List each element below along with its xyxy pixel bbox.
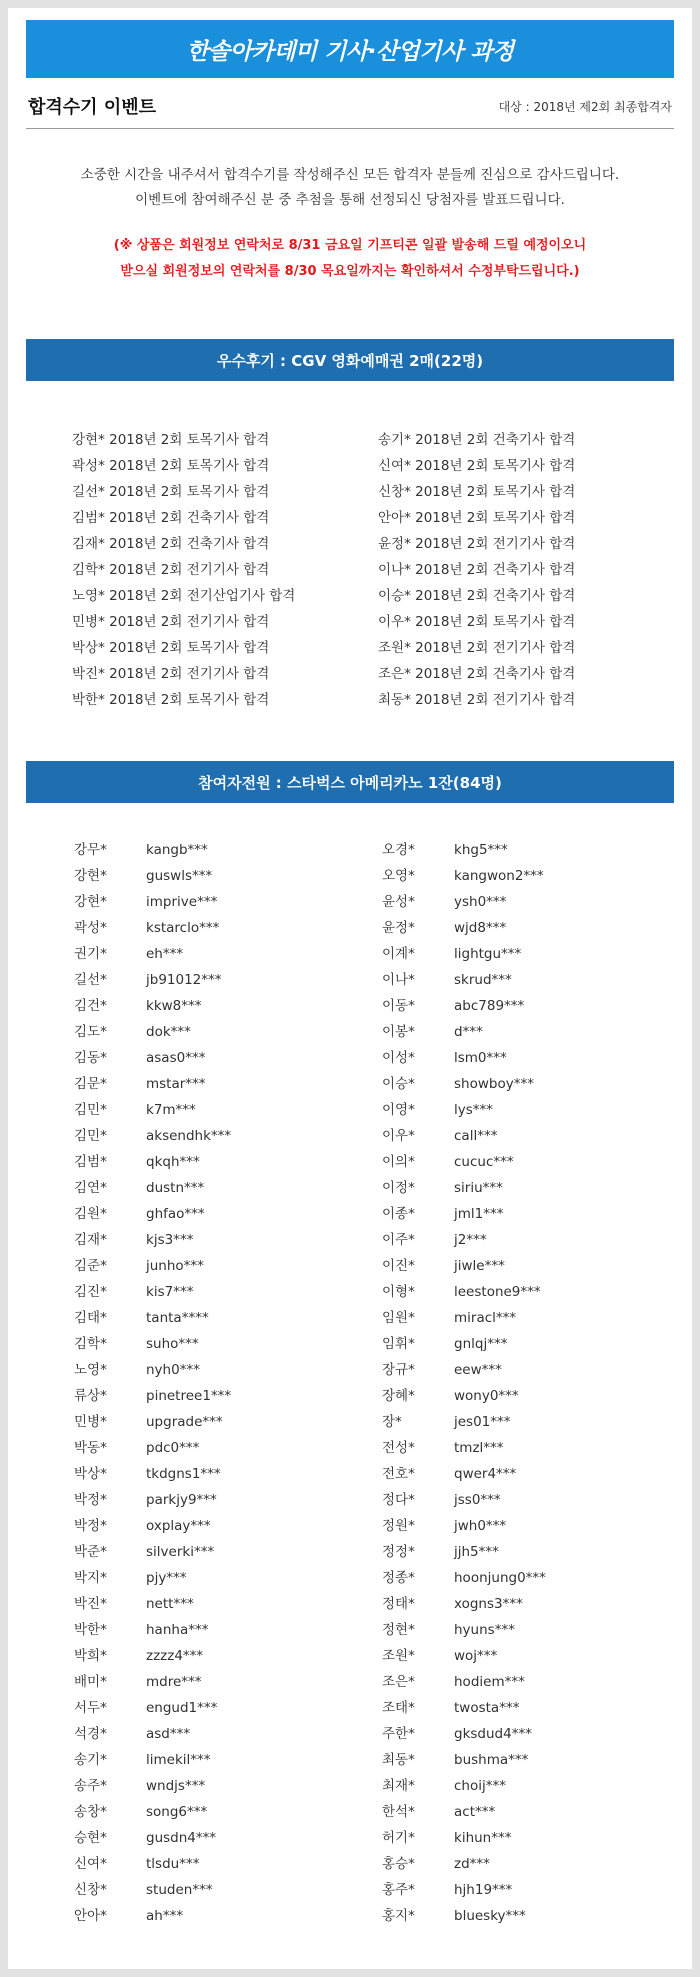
participant-name: 승현* [74, 1830, 107, 1846]
event-title: 합격수기 이벤트 [28, 97, 156, 118]
participant-id: j2*** [454, 1232, 487, 1248]
participant-id: wndjs*** [146, 1778, 206, 1794]
participant-item [382, 1383, 546, 1409]
participant-id: jjh5*** [454, 1544, 499, 1560]
participant-name: 김학* [74, 1336, 107, 1352]
participant-name: 이정* [382, 1180, 415, 1196]
participant-name: 최동* [382, 1752, 415, 1768]
participant-id: twosta*** [454, 1700, 520, 1716]
participant-item [382, 1097, 546, 1123]
participant-item [74, 1279, 231, 1305]
participant-id: pdc0*** [146, 1440, 200, 1456]
participant-name: 김준* [74, 1258, 107, 1274]
participant-id: jml1*** [454, 1206, 504, 1222]
participant-name: 이주* [382, 1232, 415, 1248]
participant-name: 정정* [382, 1544, 415, 1560]
participant-name: 강현* [74, 894, 107, 910]
participant-name: 서두* [74, 1700, 107, 1716]
participant-name: 배미* [74, 1674, 107, 1690]
participant-item [382, 1279, 546, 1305]
participant-item [382, 1305, 546, 1331]
participant-item [74, 1175, 231, 1201]
participant-item [382, 941, 546, 967]
participant-item [382, 1253, 546, 1279]
participant-name: 조원* [382, 1648, 415, 1664]
review-winner-item: 조은* 2018년 2회 건축기사 합격 [378, 666, 576, 682]
participant-item [74, 1851, 231, 1877]
participant-item [382, 1695, 546, 1721]
participant-name: 윤정* [382, 920, 415, 936]
participant-item [382, 1435, 546, 1461]
participant-item [74, 1877, 231, 1903]
participant-name: 박지* [74, 1570, 107, 1586]
participant-item [382, 1409, 546, 1435]
participant-id: wjd8*** [454, 920, 507, 936]
participant-id: kis7*** [146, 1284, 194, 1300]
review-winner-item: 최동* 2018년 2회 전기기사 합격 [378, 692, 576, 708]
participant-item [74, 1201, 231, 1227]
participant-id: lsm0*** [454, 1050, 507, 1066]
participant-id: leestone9*** [454, 1284, 541, 1300]
participant-id: ysh0*** [454, 894, 507, 910]
participant-item [74, 1669, 231, 1695]
participant-name: 안아* [74, 1908, 107, 1924]
review-winner-item: 윤정* 2018년 2회 전기기사 합격 [378, 536, 576, 552]
participant-item [382, 1461, 546, 1487]
participant-item [382, 1071, 546, 1097]
participant-id: choij*** [454, 1778, 506, 1794]
participant-id: hyuns*** [454, 1622, 515, 1638]
review-winner-item: 신창* 2018년 2회 토목기사 합격 [378, 484, 576, 500]
participant-id: hodiem*** [454, 1674, 525, 1690]
participant-id: bushma*** [454, 1752, 529, 1768]
participant-item [382, 1877, 546, 1903]
participant-id: kjs3*** [146, 1232, 194, 1248]
participant-id: cucuc*** [454, 1154, 514, 1170]
participant-name: 전성* [382, 1440, 415, 1456]
participant-name: 박준* [74, 1544, 107, 1560]
participant-id: kkw8*** [146, 998, 202, 1014]
participant-item [74, 1773, 231, 1799]
participant-name: 장규* [382, 1362, 415, 1378]
participant-id: jes01*** [454, 1414, 511, 1430]
participant-id: upgrade*** [146, 1414, 223, 1430]
participant-item [382, 1903, 546, 1929]
participant-item [74, 1071, 231, 1097]
participant-item [382, 1123, 546, 1149]
participant-id: parkjy9*** [146, 1492, 217, 1508]
participant-id: aksendhk*** [146, 1128, 232, 1144]
participant-id: jwh0*** [454, 1518, 507, 1534]
participant-name: 조태* [382, 1700, 415, 1716]
participant-name: 이형* [382, 1284, 415, 1300]
participant-item [74, 1383, 231, 1409]
participant-item [382, 1799, 546, 1825]
participant-id: pjy*** [146, 1570, 187, 1586]
participant-name: 박진* [74, 1596, 107, 1612]
intro-text [26, 163, 674, 213]
participant-name: 정태* [382, 1596, 415, 1612]
participant-id: kihun*** [454, 1830, 512, 1846]
review-winner-item: 김재* 2018년 2회 건축기사 합격 [72, 536, 270, 552]
participant-name: 홍주* [382, 1882, 415, 1898]
participant-item [74, 1435, 231, 1461]
participant-id: jss0*** [454, 1492, 501, 1508]
participant-item [74, 1721, 231, 1747]
participant-item [382, 1331, 546, 1357]
participant-name: 김민* [74, 1128, 107, 1144]
participant-id: guswls*** [146, 868, 213, 884]
participant-name: 박상* [74, 1466, 107, 1482]
participant-item [74, 1019, 231, 1045]
participant-name: 이나* [382, 972, 415, 988]
participant-item [382, 1149, 546, 1175]
participant-name: 박한* [74, 1622, 107, 1638]
participant-id: studen*** [146, 1882, 213, 1898]
participant-name: 한석* [382, 1804, 415, 1820]
participant-item [382, 1357, 546, 1383]
participant-item [382, 993, 546, 1019]
participant-item [382, 1591, 546, 1617]
participant-id: hoonjung0*** [454, 1570, 546, 1586]
participant-name: 정원* [382, 1518, 415, 1534]
participant-id: xogns3*** [454, 1596, 523, 1612]
participant-id: tkdgns1*** [146, 1466, 221, 1482]
participant-id: tmzl*** [454, 1440, 504, 1456]
participants-list-left [74, 837, 231, 1929]
participant-name: 홍승* [382, 1856, 415, 1872]
participant-id: bluesky*** [454, 1908, 526, 1924]
participant-item [74, 1747, 231, 1773]
participant-item [74, 1357, 231, 1383]
participant-name: 권기* [74, 946, 107, 962]
participant-id: kangwon2*** [454, 868, 544, 884]
participant-name: 김문* [74, 1076, 107, 1092]
review-winner-item: 강현* 2018년 2회 토목기사 합격 [72, 432, 270, 448]
participant-id: oxplay*** [146, 1518, 211, 1534]
participant-item [382, 1487, 546, 1513]
participant-id: woj*** [454, 1648, 498, 1664]
participant-id: siriu*** [454, 1180, 503, 1196]
participant-item [74, 1565, 231, 1591]
participant-item [74, 1097, 231, 1123]
participant-name: 김진* [74, 1284, 107, 1300]
review-winner-item: 이우* 2018년 2회 토목기사 합격 [378, 614, 576, 630]
course-banner: 한솔아카데미 기사·산업기사 과정 [26, 20, 674, 78]
review-winner-item: 이승* 2018년 2회 건축기사 합격 [378, 588, 576, 604]
participant-id: dok*** [146, 1024, 191, 1040]
reviews-winner-list-right [378, 427, 575, 713]
participant-id: gusdn4*** [146, 1830, 217, 1846]
participant-name: 장혜* [382, 1388, 415, 1404]
participant-name: 류상* [74, 1388, 107, 1404]
participant-item [74, 1513, 231, 1539]
participant-item [74, 1695, 231, 1721]
participant-name: 홍지* [382, 1908, 415, 1924]
reviews-winner-list-left [72, 427, 295, 713]
review-winner-item: 곽성* 2018년 2회 토목기사 합격 [72, 458, 270, 474]
participant-id: eh*** [146, 946, 184, 962]
participant-name: 이의* [382, 1154, 415, 1170]
participant-id: jb91012*** [146, 972, 222, 988]
participant-id: lightgu*** [454, 946, 522, 962]
participant-id: pinetree1*** [146, 1388, 232, 1404]
review-winner-item: 안아* 2018년 2회 토목기사 합격 [378, 510, 576, 526]
participant-name: 김원* [74, 1206, 107, 1222]
participant-name: 이진* [382, 1258, 415, 1274]
participant-name: 이승* [382, 1076, 415, 1092]
participant-name: 오경* [382, 842, 415, 858]
participant-id: gksdud4*** [454, 1726, 532, 1742]
participant-item [74, 1591, 231, 1617]
participant-name: 김범* [74, 1154, 107, 1170]
participant-name: 김동* [74, 1050, 107, 1066]
participant-name: 최재* [382, 1778, 415, 1794]
participant-id: suho*** [146, 1336, 199, 1352]
review-winner-item: 김학* 2018년 2회 전기기사 합격 [72, 562, 270, 578]
participant-name: 강무* [74, 842, 107, 858]
participant-id: act*** [454, 1804, 496, 1820]
participant-id: hanha*** [146, 1622, 209, 1638]
participant-name: 김연* [74, 1180, 107, 1196]
intro-line-2: 이벤트에 참여해주신 분 중 추첨을 통해 선정되신 당첨자를 발표드립니다. [135, 192, 565, 208]
participant-name: 장* [382, 1414, 402, 1430]
participant-name: 길선* [74, 972, 107, 988]
participant-id: dustn*** [146, 1180, 205, 1196]
participant-item [382, 1773, 546, 1799]
participant-item [382, 1825, 546, 1851]
participant-name: 이성* [382, 1050, 415, 1066]
participants-section-header: 참여자전원 : 스타벅스 아메리카노 1잔(84명) [26, 761, 674, 803]
participant-name: 박정* [74, 1518, 107, 1534]
participant-item [382, 1565, 546, 1591]
participant-name: 김민* [74, 1102, 107, 1118]
review-winner-item: 박진* 2018년 2회 전기기사 합격 [72, 666, 270, 682]
participant-id: miracl*** [454, 1310, 517, 1326]
participant-name: 박정* [74, 1492, 107, 1508]
participant-item [74, 1825, 231, 1851]
participant-name: 송주* [74, 1778, 107, 1794]
participant-id: junho*** [146, 1258, 204, 1274]
participant-name: 이종* [382, 1206, 415, 1222]
participant-name: 전호* [382, 1466, 415, 1482]
participant-id: abc789*** [454, 998, 525, 1014]
participant-item [382, 915, 546, 941]
participant-item [382, 1201, 546, 1227]
participant-item [74, 941, 231, 967]
participant-item [382, 1851, 546, 1877]
participant-id: nett*** [146, 1596, 194, 1612]
participant-item [74, 1227, 231, 1253]
delivery-notice [26, 233, 674, 285]
participant-item [74, 863, 231, 889]
participant-name: 정종* [382, 1570, 415, 1586]
participant-name: 이동* [382, 998, 415, 1014]
participant-id: tanta**** [146, 1310, 209, 1326]
review-winner-item: 길선* 2018년 2회 토목기사 합격 [72, 484, 270, 500]
participant-name: 이봉* [382, 1024, 415, 1040]
event-page [8, 8, 692, 1969]
participant-id: imprive*** [146, 894, 218, 910]
review-winner-item: 민병* 2018년 2회 전기기사 합격 [72, 614, 270, 630]
participant-name: 박희* [74, 1648, 107, 1664]
participant-item [382, 1539, 546, 1565]
participant-id: khg5*** [454, 842, 508, 858]
participant-name: 정다* [382, 1492, 415, 1508]
review-winner-item: 조원* 2018년 2회 전기기사 합격 [378, 640, 576, 656]
participant-item [74, 1149, 231, 1175]
participant-id: zd*** [454, 1856, 490, 1872]
review-winner-item: 송기* 2018년 2회 건축기사 합격 [378, 432, 576, 448]
participant-name: 김도* [74, 1024, 107, 1040]
notice-line-2: 받으실 회원정보의 연락처를 8/30 목요일까지는 확인하셔서 수정부탁드립니다.) [120, 264, 580, 279]
participant-item [382, 1175, 546, 1201]
participant-item [382, 1513, 546, 1539]
participant-name: 윤성* [382, 894, 415, 910]
participant-item [382, 1643, 546, 1669]
review-winner-item: 노영* 2018년 2회 전기산업기사 합격 [72, 588, 296, 604]
participant-id: skrud*** [454, 972, 512, 988]
participant-name: 송창* [74, 1804, 107, 1820]
participant-name: 석경* [74, 1726, 107, 1742]
participant-item [74, 915, 231, 941]
notice-line-1: (※ 상품은 회원정보 연락처로 8/31 금요일 기프티콘 일괄 발송해 드릴 예정이오니 [113, 238, 587, 253]
participant-id: wony0*** [454, 1388, 519, 1404]
participant-name: 김재* [74, 1232, 107, 1248]
review-winner-item: 신여* 2018년 2회 토목기사 합격 [378, 458, 576, 474]
participant-name: 이우* [382, 1128, 415, 1144]
review-winner-item: 김범* 2018년 2회 건축기사 합격 [72, 510, 270, 526]
participant-id: mstar*** [146, 1076, 206, 1092]
participant-name: 임원* [382, 1310, 415, 1326]
participant-name: 송기* [74, 1752, 107, 1768]
participant-item [382, 967, 546, 993]
participant-name: 박동* [74, 1440, 107, 1456]
reviews-section-header: 우수후기 : CGV 영화예매권 2매(22명) [26, 339, 674, 381]
participant-item [74, 1253, 231, 1279]
participant-name: 신여* [74, 1856, 107, 1872]
participant-id: ah*** [146, 1908, 184, 1924]
participant-name: 임휘* [382, 1336, 415, 1352]
participant-id: showboy*** [454, 1076, 534, 1092]
participant-name: 민병* [74, 1414, 107, 1430]
participant-item [74, 993, 231, 1019]
participant-id: k7m*** [146, 1102, 196, 1118]
participant-id: nyh0*** [146, 1362, 200, 1378]
participant-id: lys*** [454, 1102, 494, 1118]
participant-item [74, 889, 231, 915]
participant-name: 신창* [74, 1882, 107, 1898]
participant-name: 정현* [382, 1622, 415, 1638]
participant-name: 이영* [382, 1102, 415, 1118]
participant-id: jiwle*** [454, 1258, 505, 1274]
participant-item [74, 1643, 231, 1669]
participant-id: hjh19*** [454, 1882, 513, 1898]
participant-name: 강현* [74, 868, 107, 884]
target-label: 대상 : 2018년 제2회 최종합격자 [498, 100, 672, 114]
participant-item [74, 1409, 231, 1435]
participants-list-right [382, 837, 546, 1929]
participant-item [74, 1045, 231, 1071]
participant-item [382, 1617, 546, 1643]
participant-id: qkqh*** [146, 1154, 200, 1170]
participant-item [74, 1903, 231, 1929]
participant-name: 주한* [382, 1726, 415, 1742]
participant-name: 이계* [382, 946, 415, 962]
participant-item [74, 1331, 231, 1357]
participant-name: 김태* [74, 1310, 107, 1326]
participant-item [382, 1019, 546, 1045]
participant-name: 허기* [382, 1830, 415, 1846]
participant-id: qwer4*** [454, 1466, 517, 1482]
participant-name: 노영* [74, 1362, 107, 1378]
review-winner-item: 박한* 2018년 2회 토목기사 합격 [72, 692, 270, 708]
participant-item [74, 1799, 231, 1825]
participant-item [382, 837, 546, 863]
participant-name: 김건* [74, 998, 107, 1014]
participant-item [382, 1669, 546, 1695]
participant-id: tlsdu*** [146, 1856, 200, 1872]
participant-item [382, 889, 546, 915]
review-winner-item: 박상* 2018년 2회 토목기사 합격 [72, 640, 270, 656]
participant-item [74, 1305, 231, 1331]
participant-item [74, 967, 231, 993]
participant-id: zzzz4*** [146, 1648, 204, 1664]
participant-item [382, 1721, 546, 1747]
participant-id: d*** [454, 1024, 483, 1040]
participant-id: mdre*** [146, 1674, 202, 1690]
participant-id: limekil*** [146, 1752, 211, 1768]
participant-item [74, 837, 231, 863]
participant-id: silverki*** [146, 1544, 215, 1560]
participant-item [382, 863, 546, 889]
participant-item [382, 1747, 546, 1773]
participant-id: kstarclo*** [146, 920, 220, 936]
participant-name: 곽성* [74, 920, 107, 936]
intro-line-1: 소중한 시간을 내주셔서 합격수기를 작성해주신 모든 합격자 분들께 진심으로 감사드립니다. [80, 167, 620, 183]
participant-item [74, 1487, 231, 1513]
title-divider [26, 128, 674, 129]
participant-name: 오영* [382, 868, 415, 884]
participant-item [74, 1461, 231, 1487]
participant-item [74, 1123, 231, 1149]
participant-id: asd*** [146, 1726, 191, 1742]
participant-id: asas0*** [146, 1050, 206, 1066]
participant-id: ghfao*** [146, 1206, 205, 1222]
review-winner-item: 이나* 2018년 2회 건축기사 합격 [378, 562, 576, 578]
participant-name: 조은* [382, 1674, 415, 1690]
participant-id: engud1*** [146, 1700, 218, 1716]
participant-id: eew*** [454, 1362, 502, 1378]
participant-id: song6*** [146, 1804, 208, 1820]
participant-id: kangb*** [146, 842, 208, 858]
participant-item [74, 1539, 231, 1565]
participant-id: gnlqj*** [454, 1336, 508, 1352]
participant-item [382, 1045, 546, 1071]
participant-id: call*** [454, 1128, 498, 1144]
participant-item [382, 1227, 546, 1253]
participant-item [74, 1617, 231, 1643]
